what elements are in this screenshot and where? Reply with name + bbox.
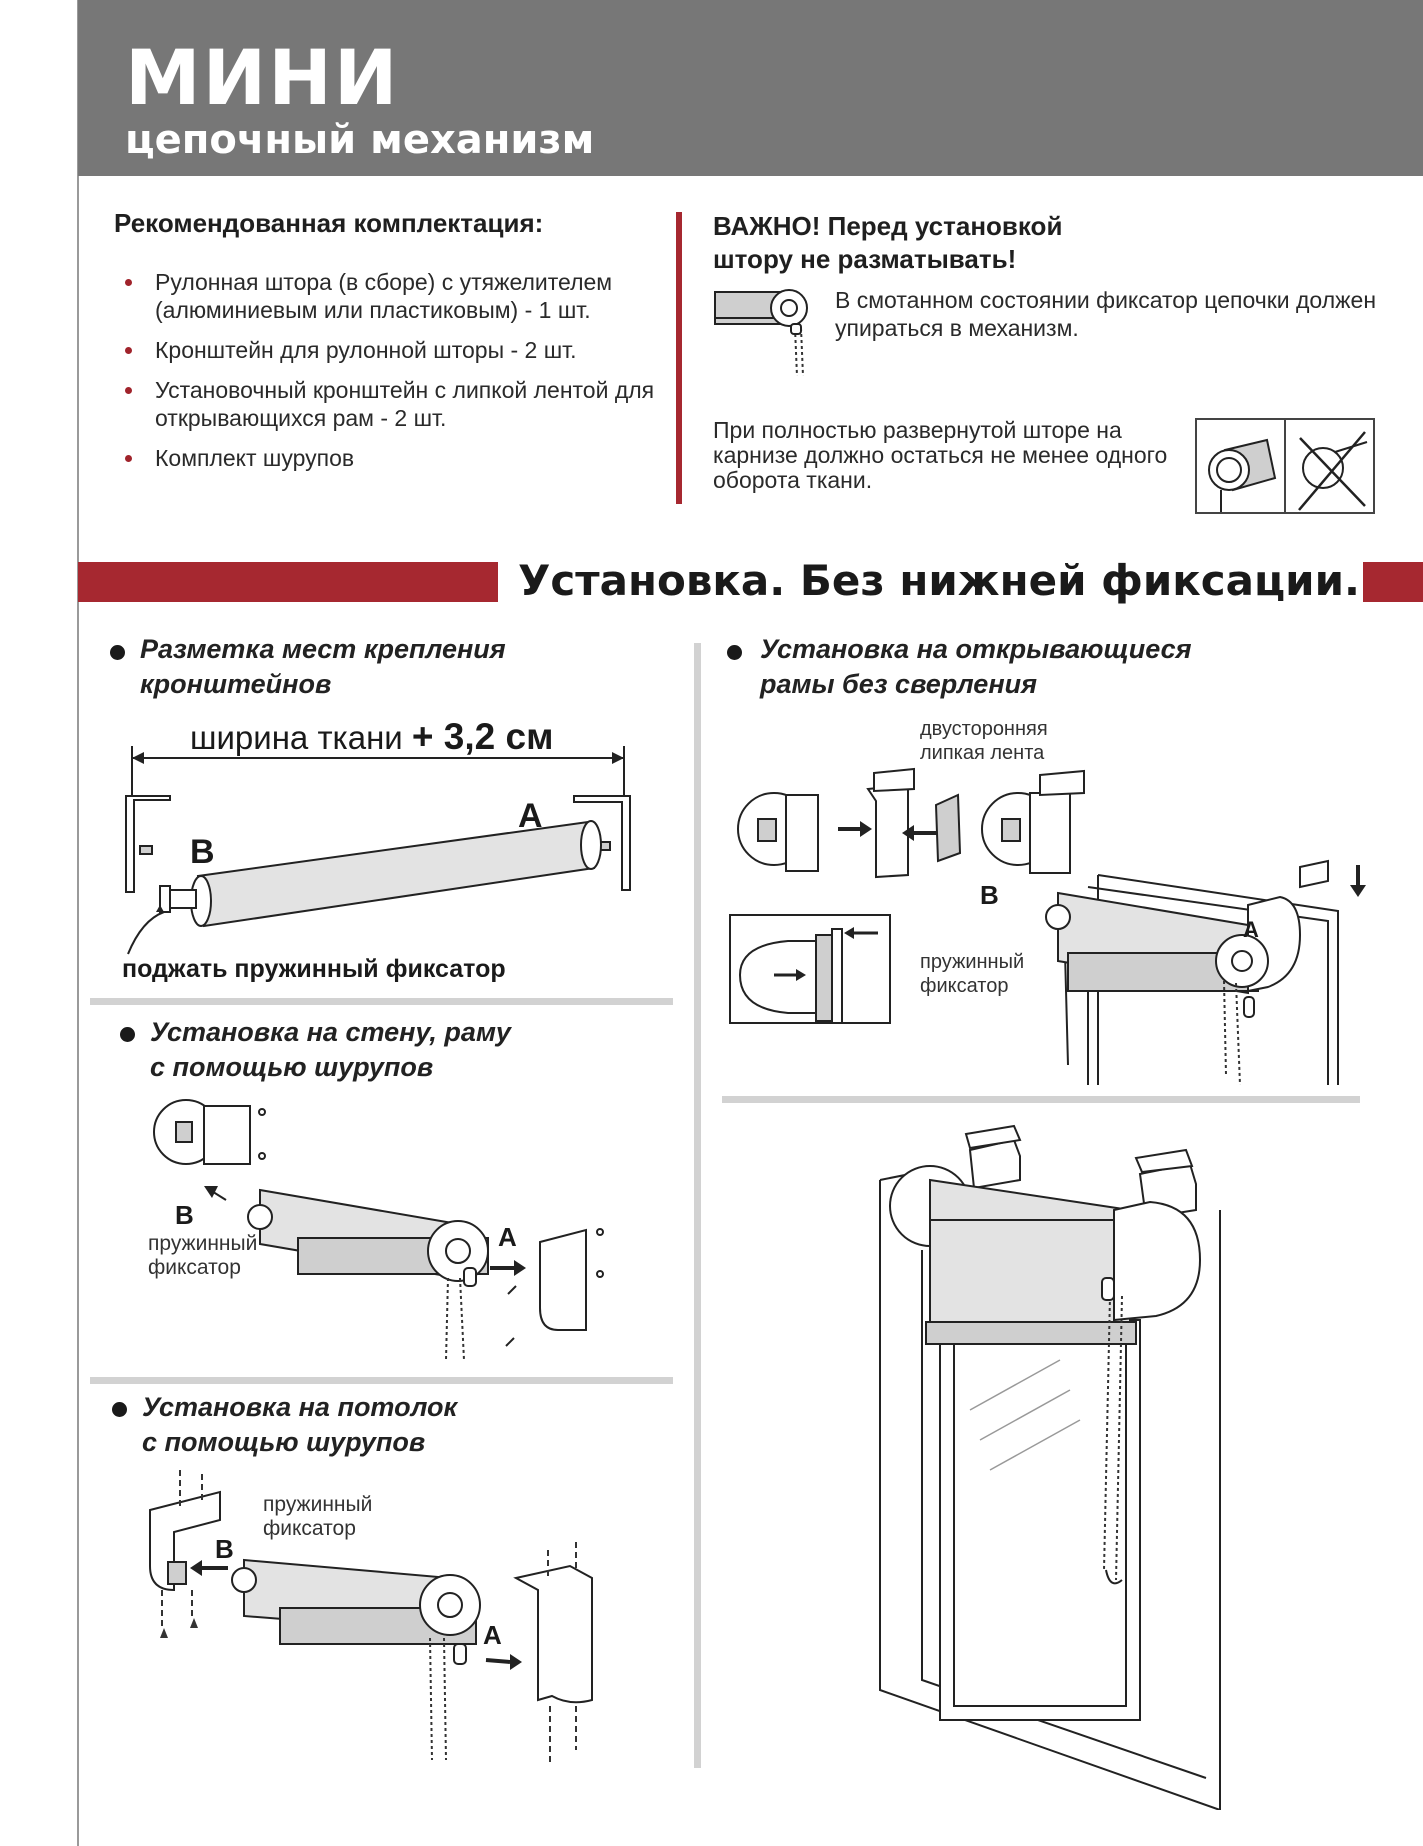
spring-label: пружинный фиксатор — [920, 951, 1025, 997]
page-subtitle: цепочный механизм — [125, 117, 595, 163]
label-a: A — [1243, 917, 1259, 942]
tape-label: двусторонняя липкая лента — [920, 718, 1048, 764]
label-b: B — [190, 833, 215, 871]
kit-list — [125, 268, 685, 484]
marking-heading: Разметка мест крепления кронштейнов — [140, 634, 506, 699]
spring-label: пружинный фиксатор — [148, 1232, 258, 1279]
ceiling-install-diagram — [140, 1470, 610, 1770]
section-rule — [90, 998, 673, 1005]
kit-item: Кронштейн для рулонной шторы - 2 шт. — [125, 336, 685, 364]
wall-heading: Установка на стену, раму с помощью шурупов — [150, 1017, 511, 1082]
label-a: A — [483, 1620, 502, 1650]
bullet-icon — [112, 1402, 127, 1417]
label-a: A — [518, 797, 543, 835]
width-label: ширина ткани + 3,2 см — [190, 716, 554, 757]
important-text-unrolled: При полностью развернутой шторе на карнизе должно остаться не менее одного оборота ткани. — [713, 417, 1168, 493]
section-rule — [90, 1377, 673, 1384]
rolled-shade-icon — [713, 278, 813, 378]
section-rule — [722, 1096, 1360, 1103]
spring-label: пружинный фиксатор — [263, 1493, 373, 1540]
frame-heading: Установка на открывающиеся рамы без сверления — [760, 634, 1192, 699]
installed-window-illustration — [870, 1110, 1230, 1810]
label-b: B — [215, 1534, 234, 1564]
page-title: МИНИ — [125, 33, 400, 122]
ceiling-heading: Установка на потолок с помощью шурупов — [142, 1392, 458, 1457]
install-banner-right — [1363, 562, 1423, 602]
red-separator — [676, 212, 682, 504]
frame-install-diagram — [728, 765, 1368, 1085]
install-banner-left — [78, 562, 498, 602]
bullet-icon — [727, 645, 742, 660]
kit-item: Рулонная штора (в сборе) с утяжелителем (алюминиевым или пластиковым) - 1 шт. — [125, 268, 685, 324]
kit-item: Комплект шурупов — [125, 444, 685, 472]
bullet-icon — [110, 645, 125, 660]
label-a: A — [498, 1222, 517, 1252]
column-divider — [694, 643, 701, 1768]
important-text-rolled: В смотанном состоянии фиксатор цепочки должен упираться в механизм. — [835, 287, 1377, 341]
important-title: ВАЖНО! Перед установкой штору не разматывать! — [713, 211, 1063, 274]
kit-item: Установочный кронштейн с липкой лентой для открывающихся рам - 2 шт. — [125, 376, 685, 432]
bullet-icon — [120, 1027, 135, 1042]
install-title: Установка. Без нижней фиксации. — [518, 556, 1360, 605]
label-b: B — [175, 1200, 194, 1230]
one-turn-diagram-icon — [1195, 418, 1375, 514]
kit-title: Рекомендованная комплектация: — [114, 208, 544, 238]
spring-caption: поджать пружинный фиксатор — [122, 955, 506, 983]
left-margin-rule — [77, 0, 79, 1846]
label-b: B — [980, 880, 999, 910]
